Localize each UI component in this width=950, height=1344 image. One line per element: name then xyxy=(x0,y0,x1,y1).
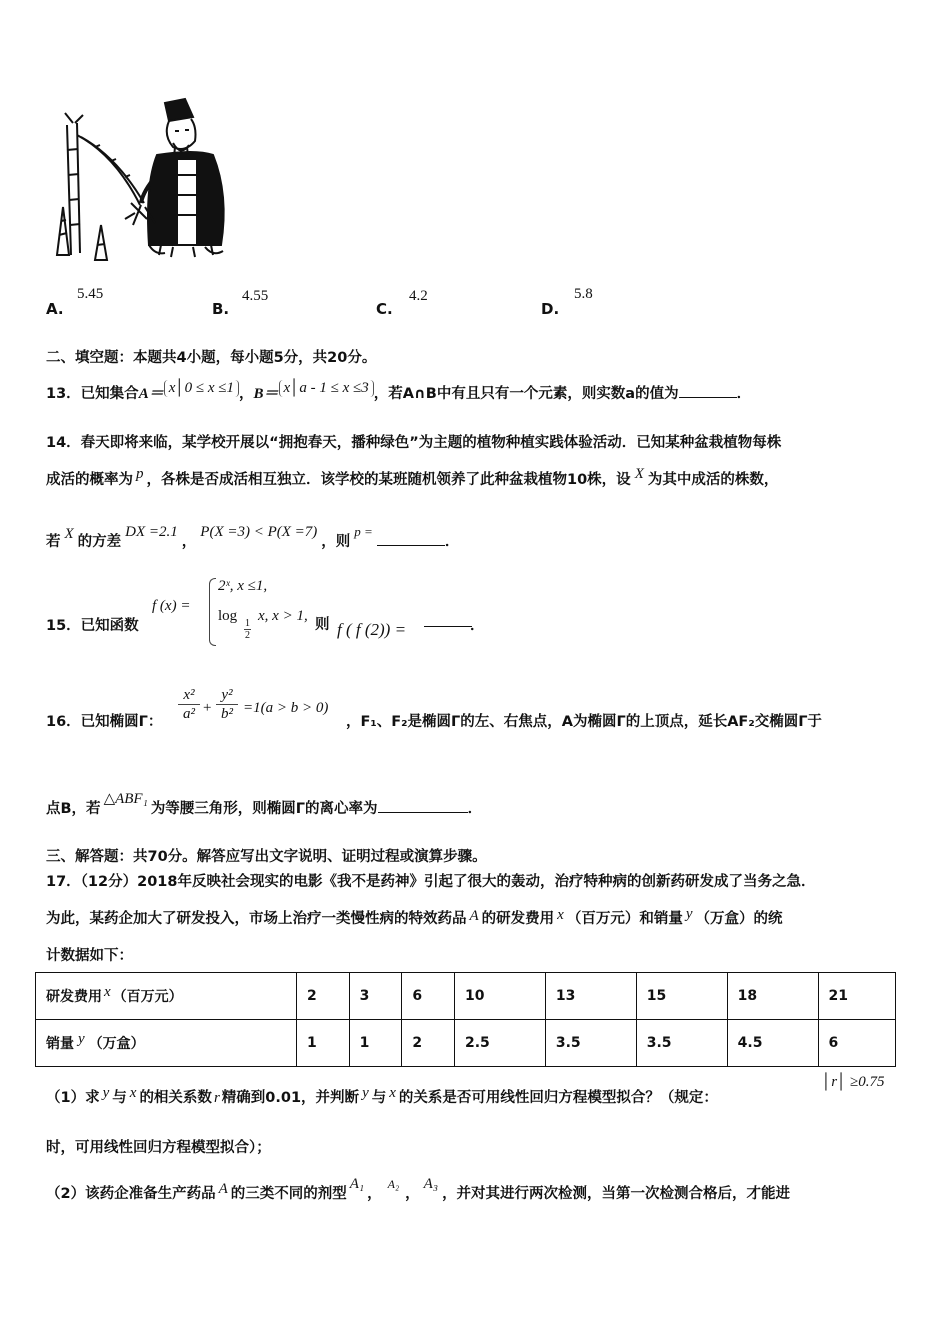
q13-set-b: x│a - 1 ≤ x ≤3 xyxy=(279,380,374,397)
q14-var-x: X xyxy=(634,466,644,482)
q15-pre: 15．已知函数 xyxy=(46,618,139,634)
q17-line3: 计数据如下： xyxy=(46,948,133,964)
q15-base-num: 1 xyxy=(245,618,250,629)
q17-p1-r: r xyxy=(213,1090,220,1106)
q14-line1: 14．春天即将来临，某学校开展以“拥抱春天，播种绿色”为主题的植物种植实践体验活动．已知某种盆栽植物每株 xyxy=(46,435,782,451)
option-a-label[interactable]: A. xyxy=(46,300,64,318)
q17-p2-a: （2）该药企准备生产药品 xyxy=(46,1186,216,1202)
q16-frac1 xyxy=(178,686,200,723)
q16-den1: a² xyxy=(183,706,195,722)
q16-num2: y² xyxy=(216,686,238,705)
q14-var-p: p xyxy=(136,466,144,482)
q17-p1-c: 的相关系数 xyxy=(139,1090,212,1106)
q17-var-x: x xyxy=(557,907,564,923)
table-cell: 3.5 xyxy=(545,1020,636,1067)
q17-part1-line2: 时，可用线性回归方程模型拟合）； xyxy=(46,1140,271,1156)
q14-p-eq: p = xyxy=(354,524,373,539)
q15-case2-rest: x, x > 1, xyxy=(258,608,308,624)
table-cell: 6 xyxy=(402,973,455,1020)
option-b-value[interactable]: 4.55 xyxy=(242,288,269,304)
q16-den2: b² xyxy=(221,706,233,722)
q17-text-b: 的研发费用 xyxy=(481,911,555,927)
table-cell: 2.5 xyxy=(454,1020,545,1067)
q17-p1-y2: y xyxy=(362,1085,369,1101)
q14-line2 xyxy=(46,468,778,489)
option-c-label[interactable]: C. xyxy=(376,300,393,318)
table-row xyxy=(36,973,896,1020)
q16-frac2 xyxy=(216,686,238,723)
q17-p1-d: 精确到0.01，并判断 xyxy=(221,1090,360,1106)
q13-set-a: x│0 ≤ x ≤1 xyxy=(164,380,239,397)
q17-p2-sep2: ， xyxy=(405,1186,420,1202)
q13-answer-blank[interactable] xyxy=(679,385,737,398)
q16-num1: x² xyxy=(178,686,200,705)
table-cell: 4.5 xyxy=(727,1020,818,1067)
table-cell: 18 xyxy=(727,973,818,1020)
q14-dx: DX =2.1 xyxy=(125,524,178,540)
question-13 xyxy=(46,382,751,403)
q13-comma: ， xyxy=(238,386,254,402)
table-row xyxy=(36,1020,896,1067)
q15-case2 xyxy=(218,608,237,625)
q14-text-then: ，则 xyxy=(321,534,351,550)
row1-unit: （百万元） xyxy=(112,989,183,1005)
q17-p1-f: 的关系是否可用线性回归方程模型拟合？（规定： xyxy=(398,1090,718,1106)
option-b-label[interactable]: B. xyxy=(212,300,230,318)
q16-post: ，F₁、F₂是椭圆Γ的左、右焦点，A为椭圆Γ的上顶点，延长AF₂交椭圆Γ于 xyxy=(346,714,822,730)
q14-line3 xyxy=(46,524,460,551)
q15-case1: 2ˣ, x ≤1, xyxy=(218,578,268,594)
q17-p1-y: y xyxy=(102,1085,110,1101)
table-cell: 3 xyxy=(349,973,402,1020)
q15-log-base xyxy=(244,618,251,641)
q17-p2-a-var: A xyxy=(218,1181,228,1197)
q17-p2-a3: A₃ xyxy=(423,1176,439,1192)
q16-triangle: △ABF₁ xyxy=(103,791,148,807)
q17-part2 xyxy=(46,1176,791,1203)
q15-log: log xyxy=(218,608,238,624)
q17-var-y: y xyxy=(685,906,693,922)
q17-p1-a: （1）求 xyxy=(46,1090,100,1106)
q14-text-c: 为其中成活的株数， xyxy=(647,472,779,488)
q17-part1 xyxy=(46,1086,718,1107)
q16-answer-blank[interactable] xyxy=(378,800,468,813)
row1-var: x xyxy=(104,984,111,1000)
q14-text-if: 若 xyxy=(46,534,61,550)
section3-title: 三、解答题：共70分。解答应写出文字说明、证明过程或演算步骤。 xyxy=(46,849,487,865)
q15-end: ． xyxy=(470,618,485,634)
q16-pre: 16．已知椭圆Γ： xyxy=(46,714,163,730)
table-cell: 6 xyxy=(818,1020,895,1067)
q13-end: ． xyxy=(736,386,752,402)
q15-piecewise-brace xyxy=(209,578,216,646)
row2-label: 销量 xyxy=(46,1036,74,1052)
q15-fx: f (x) = xyxy=(152,598,191,614)
table-cell: 10 xyxy=(454,973,545,1020)
q16-eq: =1(a > b > 0) xyxy=(243,700,329,716)
section2-title: 二、填空题：本题共4小题，每小题5分，共20分。 xyxy=(46,350,377,366)
option-d-value[interactable]: 5.8 xyxy=(574,286,593,302)
q17-rule: │r│ ≥0.75 xyxy=(822,1074,885,1090)
q15-ffx: f ( f (2)) = xyxy=(337,620,407,639)
q17-p2-a2: A₂ xyxy=(387,1177,400,1191)
table-cell: 3.5 xyxy=(636,1020,727,1067)
q17-p2-sep1: ， xyxy=(367,1186,382,1202)
q17-line1: 17．（12分）2018年反映社会现实的电影《我不是药神》引起了很大的轰动，治疗特种病的创新药研发成了当务之急． xyxy=(46,874,816,890)
q13-post: ，若A∩B中有且只有一个元素，则实数a的值为 xyxy=(373,386,679,402)
q16-line2 xyxy=(46,791,483,818)
q15-answer-blank[interactable] xyxy=(424,614,472,627)
q16-text-b: 点B，若 xyxy=(46,801,101,817)
data-table xyxy=(35,972,896,1067)
q15-then: 则 xyxy=(315,617,330,633)
table-cell: 1 xyxy=(297,1020,350,1067)
q17-p2-c: ，并对其进行两次检测，当第一次检测合格后，才能进 xyxy=(442,1186,791,1202)
q14-text-a: 成活的概率为 xyxy=(46,472,133,488)
q17-p2-b: 的三类不同的剂型 xyxy=(230,1186,347,1202)
table-cell: 15 xyxy=(636,973,727,1020)
q13-a-label: A＝ xyxy=(138,386,164,402)
q13-pre: 13．已知集合 xyxy=(46,386,139,402)
option-c-value[interactable]: 4.2 xyxy=(409,288,428,304)
table-cell: 2 xyxy=(297,973,350,1020)
option-d-label[interactable]: D. xyxy=(541,300,560,318)
q17-var-a: A xyxy=(469,908,479,924)
q17-p1-x: x xyxy=(129,1085,137,1101)
q17-p1-b: 与 xyxy=(112,1090,127,1106)
q13-b-label: B＝ xyxy=(253,386,279,402)
q14-text-variance: 的方差 xyxy=(77,534,122,550)
q16-end: ． xyxy=(467,801,483,817)
row2-var: y xyxy=(78,1031,85,1047)
table-cell: 2 xyxy=(402,1020,455,1067)
q14-sep: ， xyxy=(181,534,197,550)
q17-p1-e: 与 xyxy=(371,1090,387,1106)
q17-text-a: 为此，某药企加大了研发投入，市场上治疗一类慢性病的特效药品 xyxy=(46,911,467,927)
q17-text-d: （万盒）的统 xyxy=(695,911,783,927)
table-header-rd xyxy=(36,973,297,1020)
q14-text-b: ，各株是否成活相互独立．该学校的某班随机领养了此种盆栽植物10株，设 xyxy=(146,472,631,488)
q14-var-x2: X xyxy=(64,526,74,542)
table-cell: 1 xyxy=(349,1020,402,1067)
q14-answer-blank[interactable] xyxy=(377,533,445,546)
q14-end: ． xyxy=(444,534,460,550)
q16-text-ecc: 为等腰三角形，则椭圆Γ的离心率为 xyxy=(150,801,378,817)
q17-p1-x2: x xyxy=(389,1085,396,1101)
table-cell: 13 xyxy=(545,973,636,1020)
q16-plus: + xyxy=(203,700,212,716)
row1-label: 研发费用 xyxy=(46,989,102,1005)
q17-line2 xyxy=(46,907,783,928)
table-header-sales xyxy=(36,1020,297,1067)
option-a-value[interactable]: 5.45 xyxy=(77,286,104,302)
q15-base-den: 2 xyxy=(245,630,250,641)
q14-prob: P(X =3) < P(X =7) xyxy=(200,524,318,540)
q17-text-c: （百万元）和销量 xyxy=(566,911,683,927)
scholar-bamboo-illustration xyxy=(45,95,245,265)
row2-unit: （万盒） xyxy=(88,1036,145,1052)
table-cell: 21 xyxy=(818,973,895,1020)
q17-p2-a1: A₁ xyxy=(349,1176,365,1192)
